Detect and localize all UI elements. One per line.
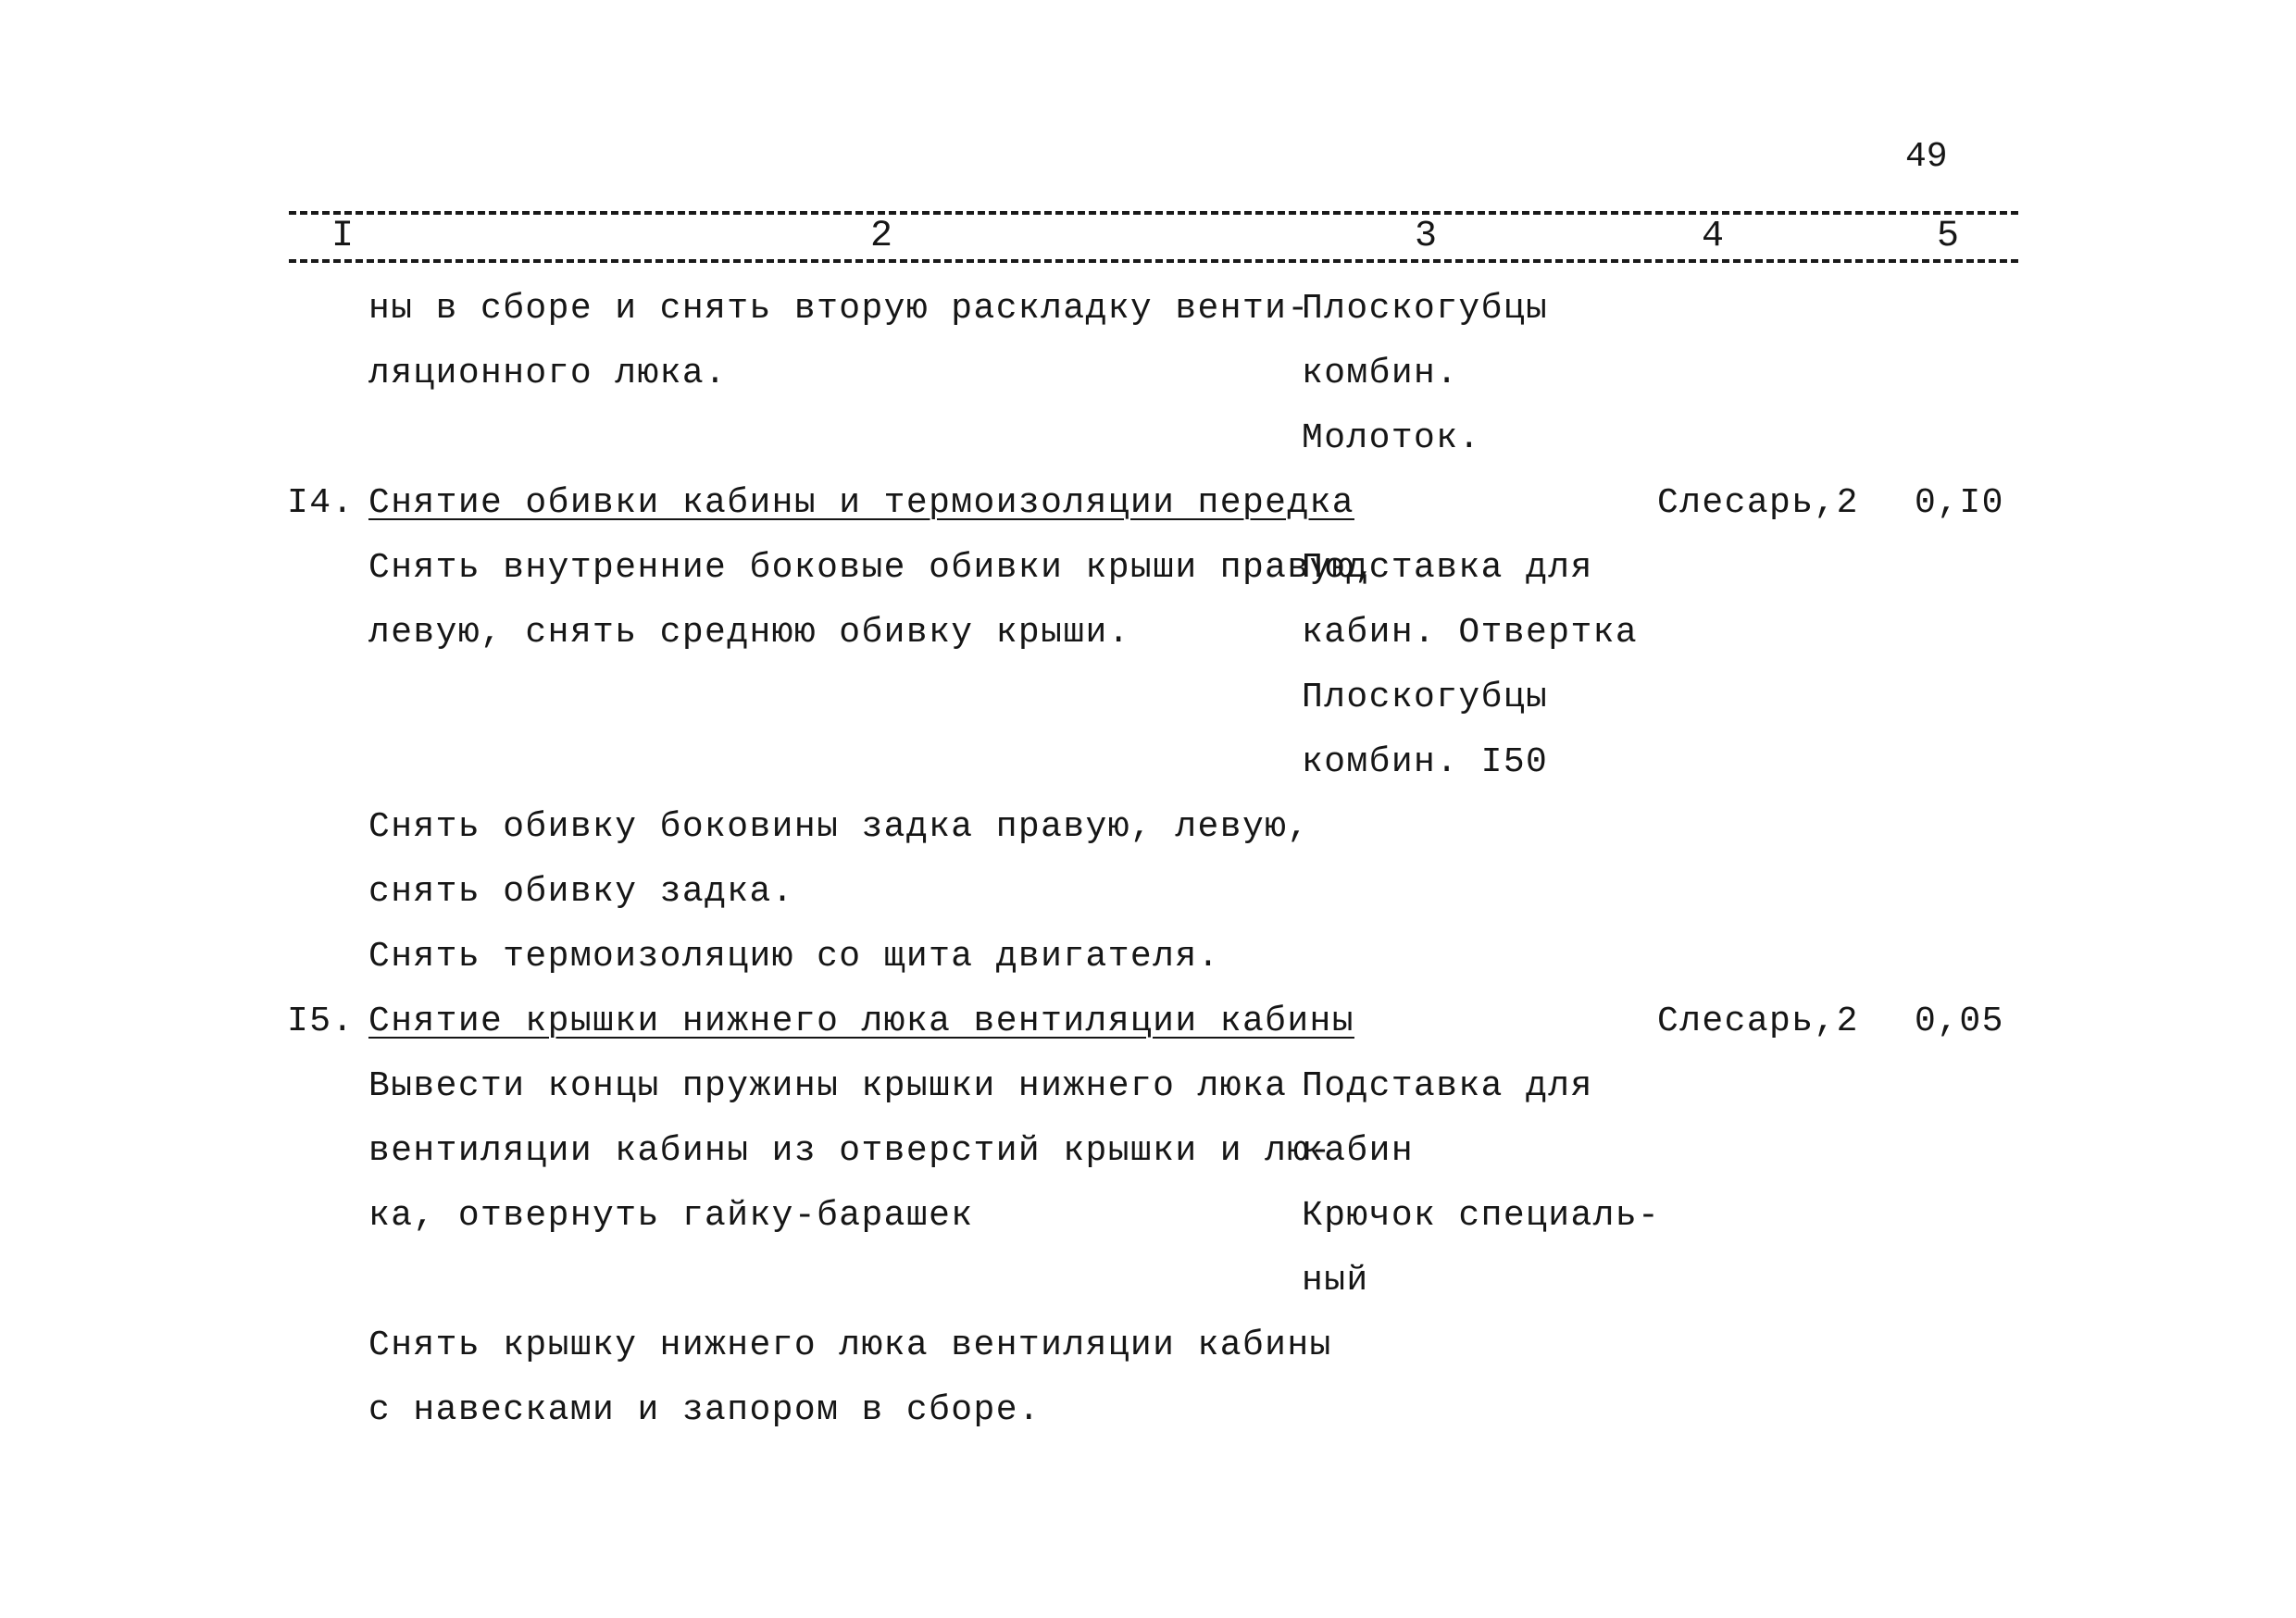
operation-text-line: Вывести концы пружины крышки нижнего люка [368,1066,1288,1106]
tool-text-line: Плоскогубцы [1302,289,1549,329]
column-header-3: 3 [1409,217,1442,257]
item-heading-15: Снятие крышки нижнего люка вентиляции кабины [368,1002,1354,1041]
operation-text-line: Снять термоизоляцию со щита двигателя. [368,937,1220,977]
operation-text-line: ны в сборе и снять вторую раскладку венти- [368,289,1310,329]
tool-text-line: Молоток. [1302,418,1481,458]
column-header-5: 5 [1931,217,1965,257]
tool-text-line: Подставка для [1302,1066,1593,1106]
worker-category-14: Слесарь,2 [1657,483,1859,523]
operation-text-line: с навесками и запором в сборе. [368,1390,1042,1430]
operation-text-line: Снять крышку нижнего люка вентиляции кабины [368,1326,1332,1365]
worker-category-15: Слесарь,2 [1657,1002,1859,1041]
tool-text-line: комбин. I50 [1302,742,1549,782]
table-header-bottom-rule [289,259,2018,263]
tool-text-line: кабин [1302,1131,1415,1171]
item-heading-14: Снятие обивки кабины и термоизоляции передка [368,483,1354,523]
operation-text-line: вентиляции кабины из отверстий крышки и лю- [368,1131,1332,1171]
operation-text-line: ка, отвернуть гайку-барашек [368,1196,974,1236]
tool-text-line: Подставка для [1302,548,1593,588]
column-header-4: 4 [1696,217,1729,257]
tool-text-line: комбин. [1302,354,1459,393]
labor-time-15: 0,05 [1915,1002,2004,1041]
tool-text-line: Плоскогубцы [1302,678,1549,717]
tool-text-line: ный [1302,1261,1369,1301]
operation-text-line: Снять внутренние боковые обивки крыши правую, [368,548,1378,588]
operation-text-line: снять обивку задка. [368,872,794,912]
tool-text-line: Крючок специаль- [1302,1196,1661,1236]
column-header-2: 2 [865,217,898,257]
operation-text-line: Снять обивку боковины задка правую, левую, [368,807,1310,847]
table-header-top-rule [289,211,2018,215]
tool-text-line: кабин. Отвертка [1302,613,1639,653]
column-header-1: I [326,217,359,257]
operation-text-line: ляционного люка. [368,354,728,393]
item-number-15: I5. [287,1002,355,1041]
labor-time-14: 0,I0 [1915,483,2004,523]
page-number: 49 [1905,137,1948,177]
operation-text-line: левую, снять среднюю обивку крыши. [368,613,1130,653]
item-number-14: I4. [287,483,355,523]
